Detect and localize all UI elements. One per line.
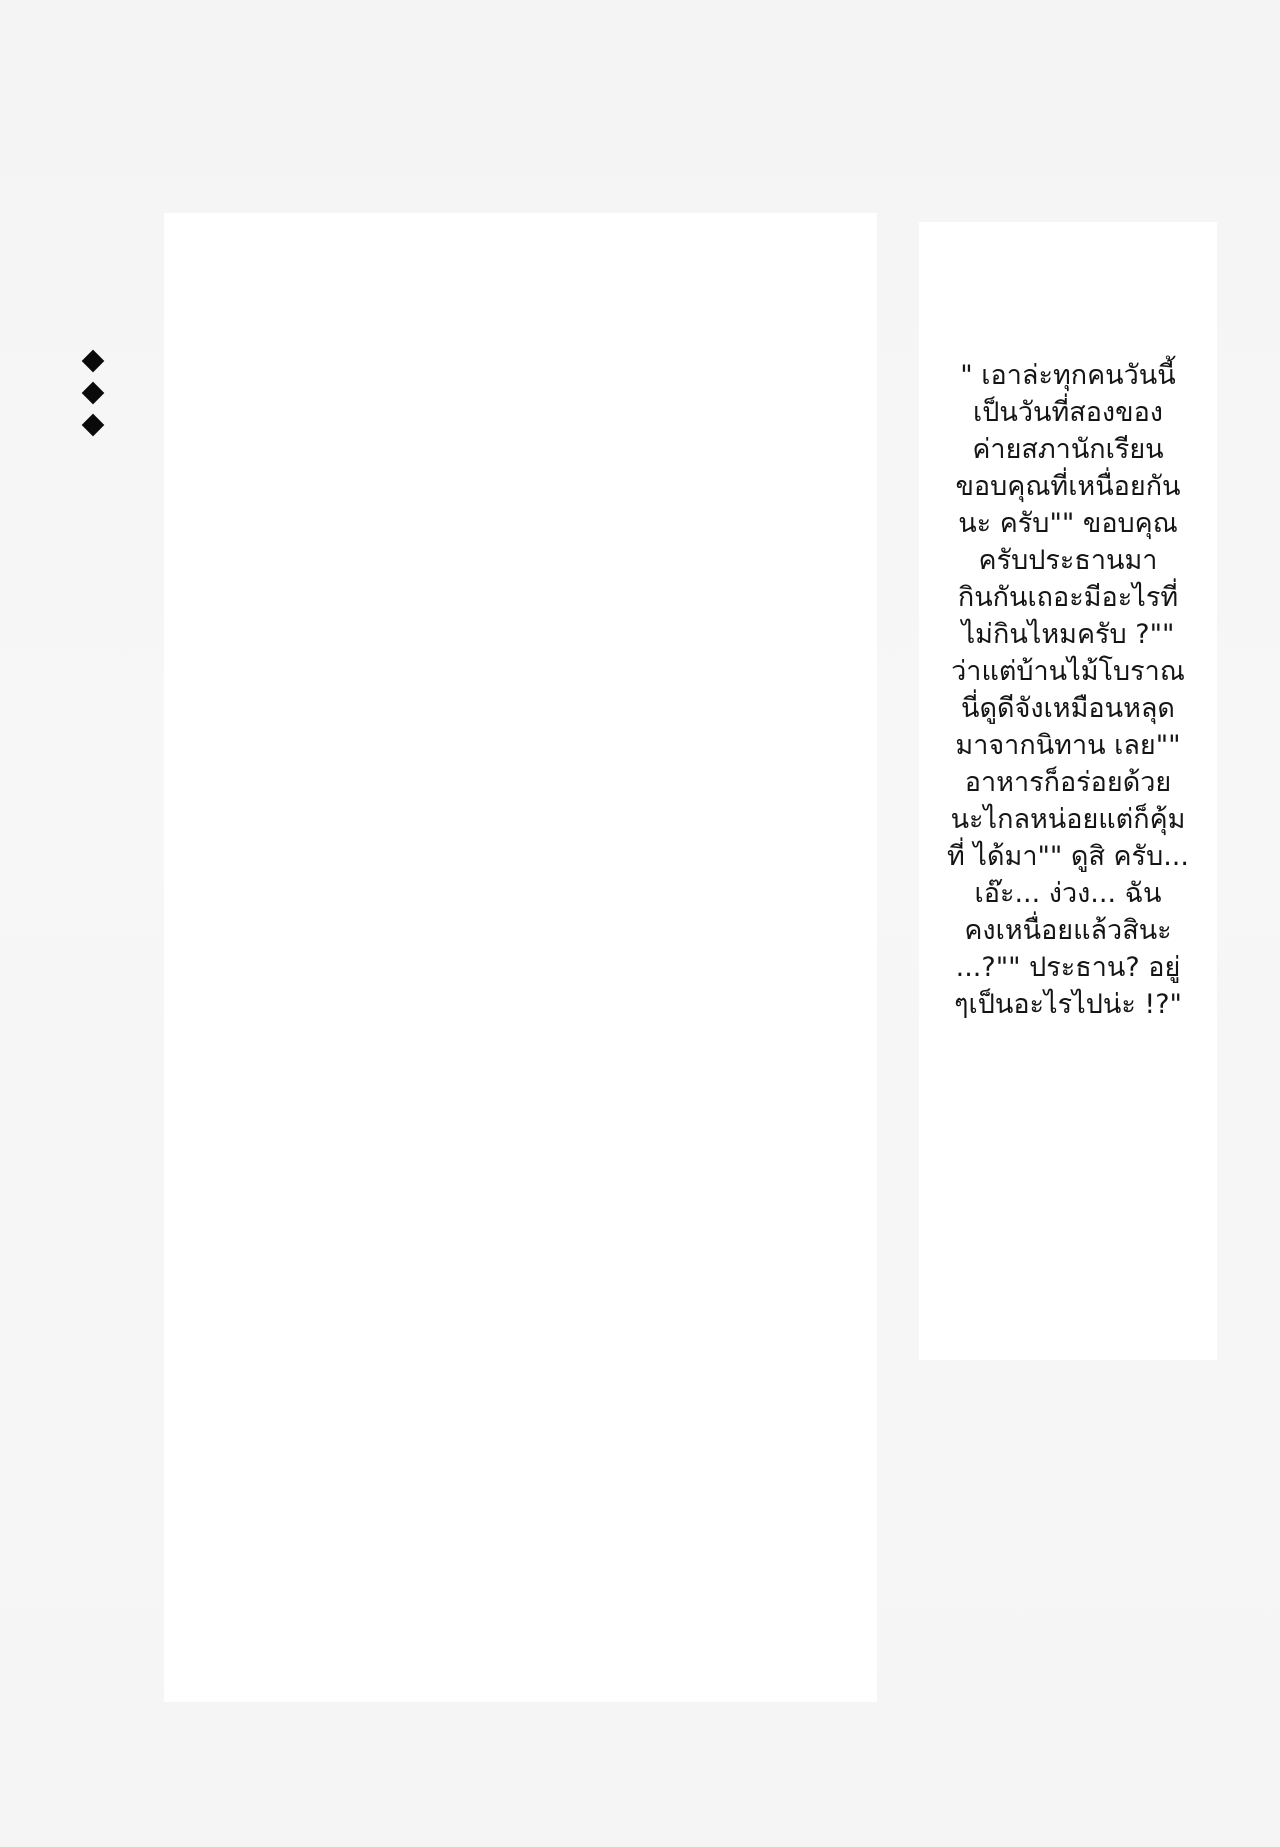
dialogue-line: ...?"" ประธาน? อยู่ — [955, 952, 1181, 983]
dialogue-line: ว่าแต่บ้านไม้โบราณ — [951, 656, 1185, 687]
dialogue-line: คงเหนื่อยแล้วสินะ — [964, 915, 1172, 946]
dialogue-line: เป็นวันที่สองของ — [973, 397, 1163, 428]
diamond-icon — [80, 412, 106, 438]
dialogue-text — [919, 357, 1217, 1023]
dialogue-line: ๆเป็นอะไรไปน่ะ !?" — [954, 989, 1182, 1020]
diamond-icon — [80, 380, 106, 406]
blank-image-panel — [164, 213, 877, 1702]
dialogue-line: ครับประธานมา — [978, 545, 1158, 576]
diamond-icon — [80, 348, 106, 374]
dialogue-line: ขอบคุณที่เหนื่อยกัน — [955, 471, 1181, 502]
dialogue-line: ค่ายสภานักเรียน — [972, 434, 1164, 465]
dialogue-line: อาหารก็อร่อยด้วย — [964, 767, 1172, 798]
dialogue-line: ที่ ได้มา"" ดูสิ ครับ... — [947, 841, 1189, 872]
dialogue-line: เอ๊ะ... ง่วง... ฉัน — [974, 878, 1162, 909]
dialogue-line: กินกันเถอะมีอะไรที่ — [957, 582, 1179, 613]
dialogue-line: ไม่กินไหมครับ ?"" — [961, 619, 1175, 650]
dialogue-line: นี่ดูดีจังเหมือนหลุด — [961, 693, 1175, 724]
text-panel — [919, 222, 1217, 1360]
dialogue-line: " เอาล่ะทุกคนวันนี้ — [960, 360, 1176, 391]
dialogue-line: นะ ครับ"" ขอบคุณ — [958, 508, 1178, 539]
dialogue-line: มาจากนิทาน เลย"" — [955, 730, 1181, 761]
dialogue-line: นะไกลหน่อยแต่ก็คุ้ม — [950, 804, 1186, 835]
